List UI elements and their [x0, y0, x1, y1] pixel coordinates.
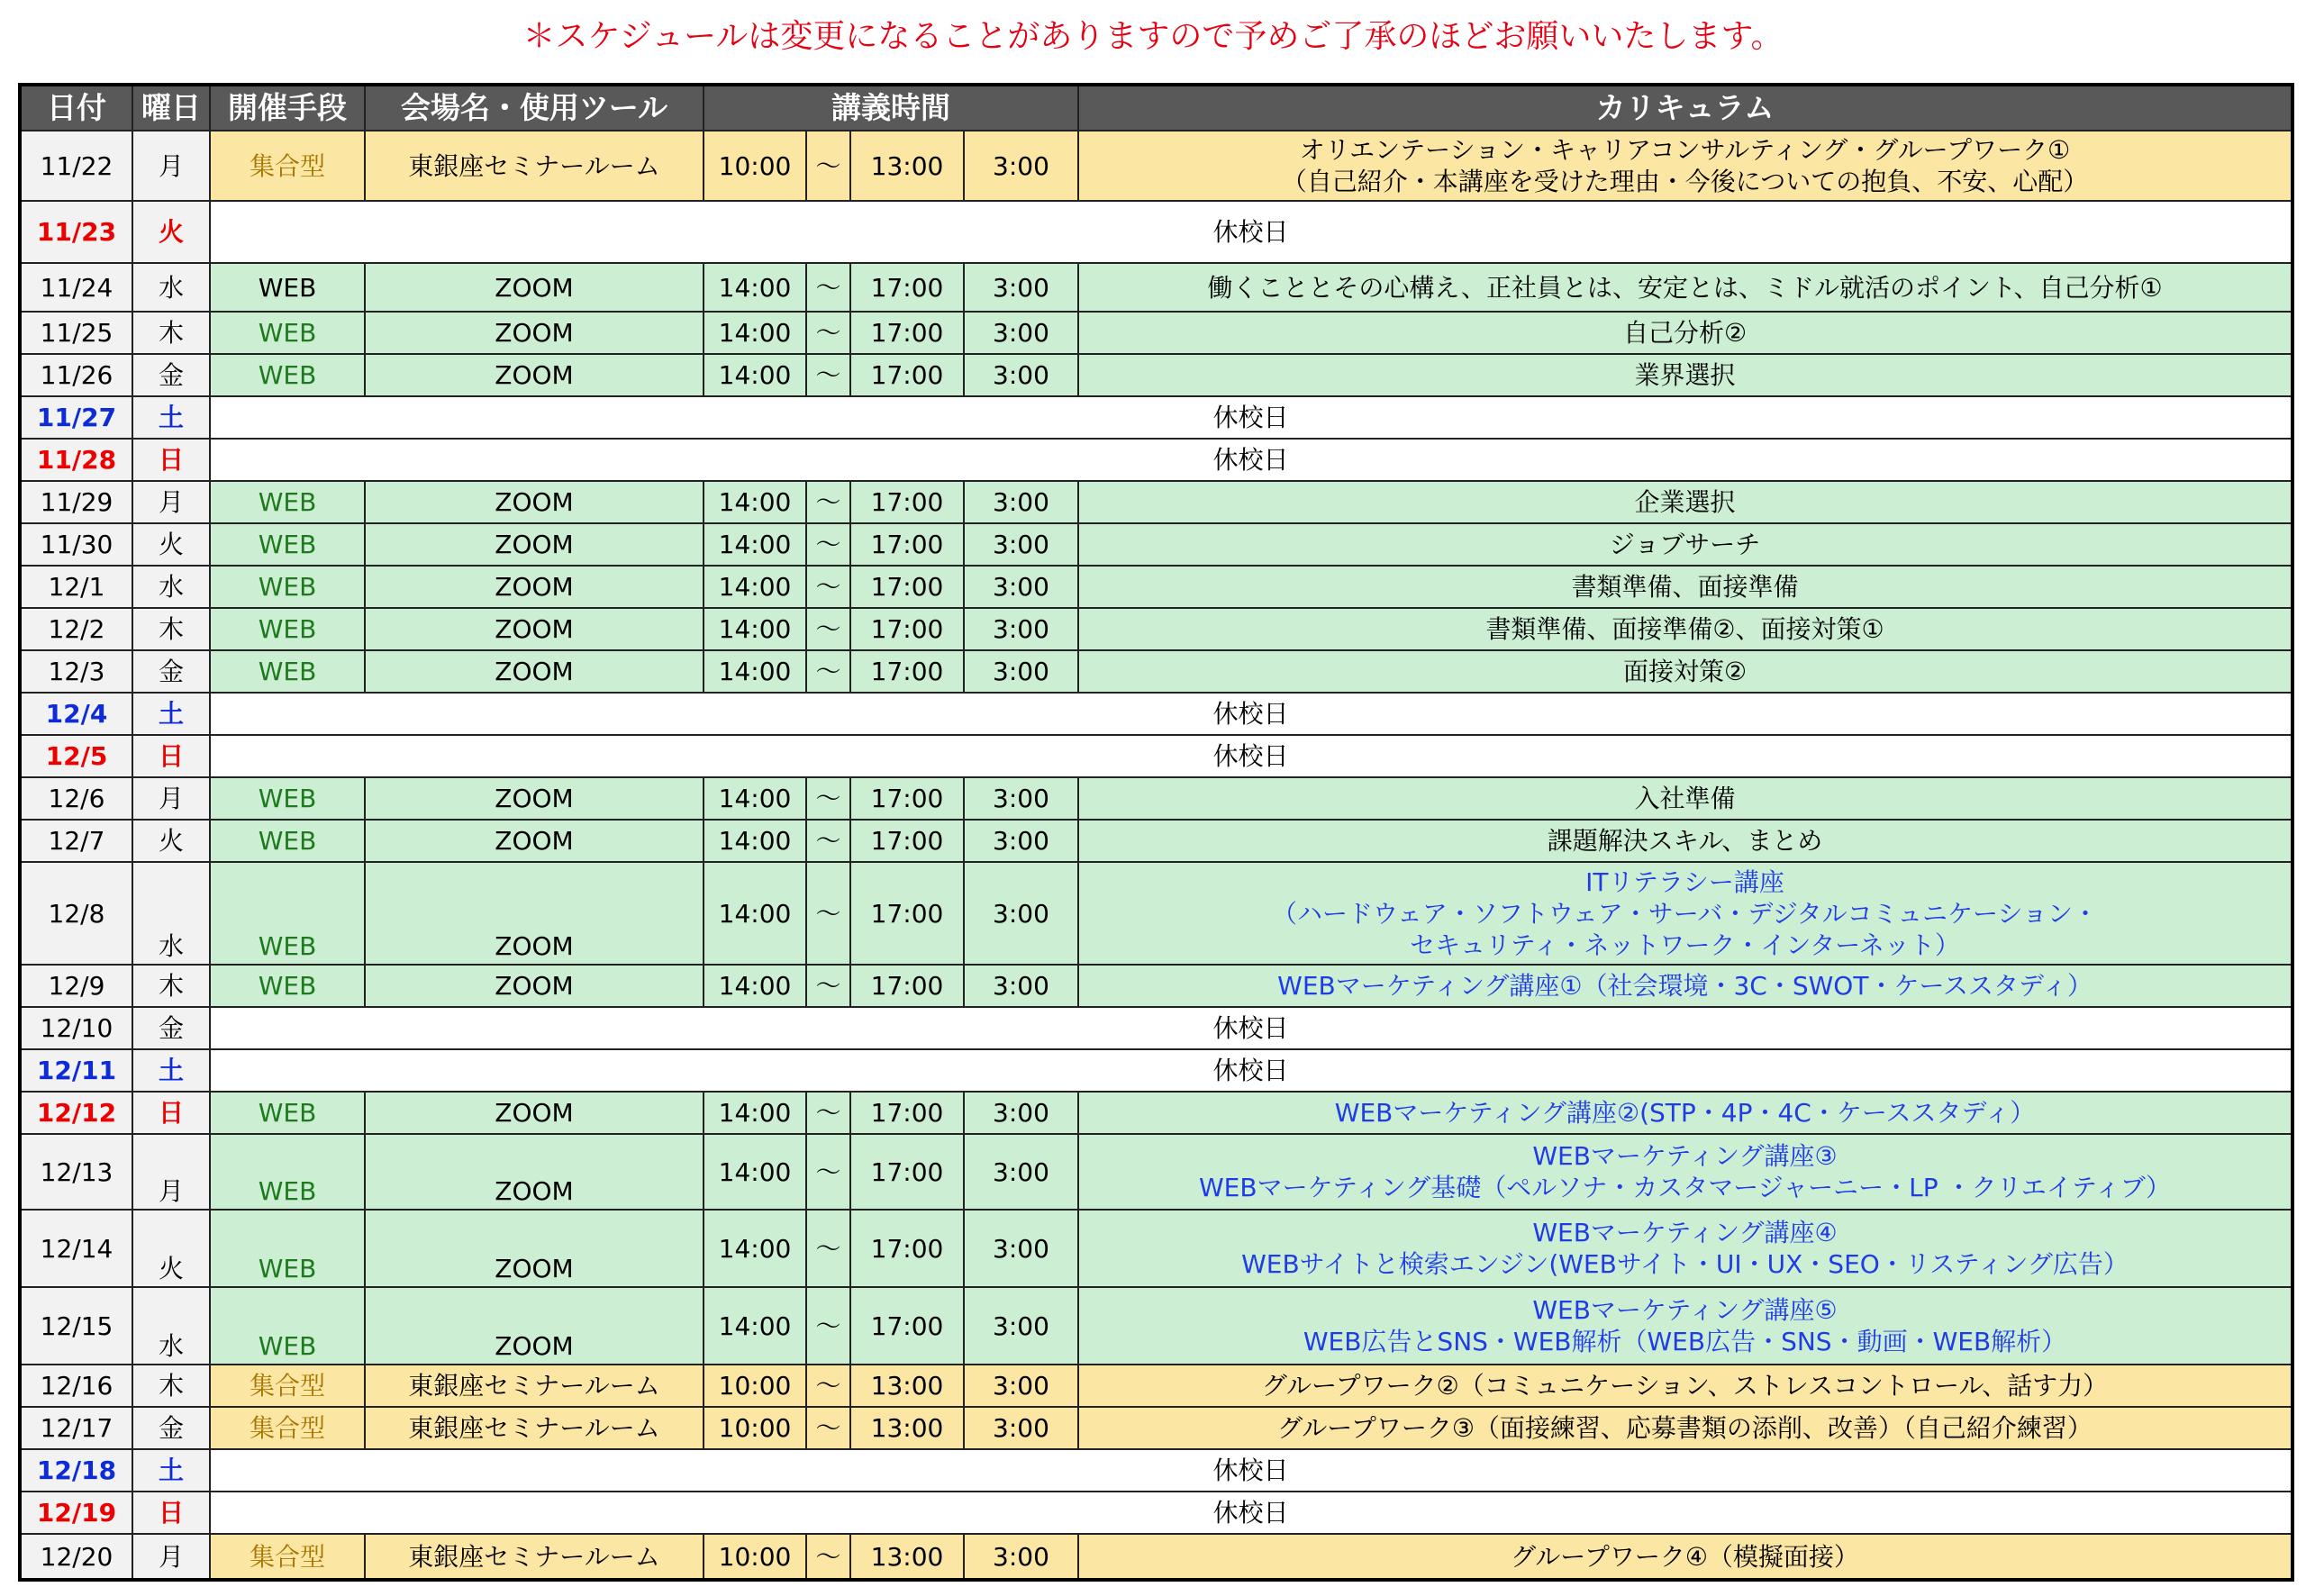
date-cell: 12/2: [20, 608, 132, 650]
end-time-cell: 13:00: [850, 1365, 964, 1407]
time-separator: ～: [806, 862, 850, 965]
class-row: [20, 1534, 2292, 1580]
time-separator: ～: [806, 1092, 850, 1134]
date-cell: 12/19: [20, 1492, 132, 1534]
duration-cell: 3:00: [964, 1092, 1078, 1134]
curriculum-cell: [1078, 1534, 2292, 1580]
date-cell: 12/10: [20, 1007, 132, 1049]
time-separator: ～: [806, 1365, 850, 1407]
curriculum-line: WEBマーケティング講座①（社会環境・3C・SWOT・ケーススタディ）: [1277, 971, 2093, 1001]
start-time-cell: 10:00: [704, 1534, 806, 1580]
class-row: [20, 862, 2292, 965]
class-row: [20, 312, 2292, 354]
time-separator: ～: [806, 820, 850, 862]
date-cell: 12/4: [20, 693, 132, 735]
end-time-cell: 17:00: [850, 777, 964, 820]
start-time-cell: 14:00: [704, 820, 806, 862]
curriculum-cell: [1078, 1407, 2292, 1449]
duration-cell: 3:00: [964, 354, 1078, 396]
weekday-cell: 木: [132, 965, 210, 1007]
header-method: 開催手段: [210, 85, 365, 131]
weekday-cell: 火: [132, 1210, 210, 1287]
curriculum-line: グループワーク③（面接練習、応募書類の添削、改善）（自己紹介練習）: [1277, 1413, 2093, 1443]
curriculum-line: グループワーク②（コミュニケーション、ストレスコントロール、話す力）: [1261, 1371, 2109, 1401]
holiday-label: 休校日: [210, 1049, 2292, 1092]
start-time-cell: 14:00: [704, 566, 806, 608]
duration-cell: 3:00: [964, 650, 1078, 693]
start-time-cell: 14:00: [704, 608, 806, 650]
weekday-cell: 火: [132, 201, 210, 263]
start-time-cell: 14:00: [704, 354, 806, 396]
time-separator: ～: [806, 131, 850, 201]
duration-cell: 3:00: [964, 312, 1078, 354]
curriculum-line: WEBマーケティング基礎（ペルソナ・カスタマージャーニー・LP ・クリエイティブ）: [1199, 1173, 2171, 1202]
date-cell: 12/16: [20, 1365, 132, 1407]
start-time-cell: 14:00: [704, 481, 806, 523]
curriculum-line: （ハードウェア・ソフトウェア・サーバ・デジタルコミュニケーション・: [1271, 898, 2098, 929]
holiday-label: 休校日: [210, 1007, 2292, 1049]
date-cell: 12/1: [20, 566, 132, 608]
time-separator: ～: [806, 263, 850, 312]
holiday-row: [20, 1007, 2292, 1049]
venue-cell: ZOOM: [365, 608, 704, 650]
method-cell: WEB: [210, 312, 365, 354]
curriculum-line: WEBマーケティング講座②(STP・4P・4C・ケーススタディ）: [1334, 1098, 2036, 1128]
venue-cell: ZOOM: [365, 312, 704, 354]
weekday-cell: 日: [132, 439, 210, 481]
curriculum-line: セキュリティ・ネットワーク・インターネット）: [1410, 929, 1960, 960]
weekday-cell: 土: [132, 1449, 210, 1492]
class-row: [20, 523, 2292, 566]
time-separator: ～: [806, 608, 850, 650]
method-cell: WEB: [210, 354, 365, 396]
time-separator: ～: [806, 354, 850, 396]
schedule-notice: ＊スケジュールは変更になることがありますので予めご了承のほどお願いいたします。: [522, 18, 1784, 55]
end-time-cell: 17:00: [850, 650, 964, 693]
curriculum-cell: [1078, 566, 2292, 608]
time-separator: ～: [806, 566, 850, 608]
curriculum-line: 自己分析②: [1622, 318, 1748, 348]
duration-cell: 3:00: [964, 566, 1078, 608]
start-time-cell: 14:00: [704, 312, 806, 354]
weekday-cell: 日: [132, 1492, 210, 1534]
header-curriculum: カリキュラム: [1078, 85, 2292, 131]
weekday-cell: 木: [132, 312, 210, 354]
time-separator: ～: [806, 523, 850, 566]
curriculum-cell: [1078, 354, 2292, 396]
venue-cell: ZOOM: [365, 1287, 704, 1365]
class-row: [20, 608, 2292, 650]
end-time-cell: 17:00: [850, 312, 964, 354]
duration-cell: 3:00: [964, 862, 1078, 965]
venue-cell: ZOOM: [365, 523, 704, 566]
curriculum-cell: [1078, 1210, 2292, 1287]
venue-cell: ZOOM: [365, 820, 704, 862]
header-venue: 会場名・使用ツール: [365, 85, 704, 131]
holiday-row: [20, 693, 2292, 735]
curriculum-line: 書類準備、面接準備: [1571, 572, 1799, 602]
start-time-cell: 14:00: [704, 1092, 806, 1134]
start-time-cell: 14:00: [704, 1287, 806, 1365]
end-time-cell: 17:00: [850, 523, 964, 566]
method-cell: WEB: [210, 263, 365, 312]
holiday-row: [20, 201, 2292, 263]
date-cell: 11/23: [20, 201, 132, 263]
end-time-cell: 17:00: [850, 354, 964, 396]
weekday-cell: 金: [132, 1407, 210, 1449]
venue-cell: ZOOM: [365, 777, 704, 820]
curriculum-line: （自己紹介・本講座を受けた理由・今後についての抱負、不安、心配）: [1281, 167, 2089, 196]
holiday-label: 休校日: [210, 735, 2292, 777]
weekday-cell: 金: [132, 1007, 210, 1049]
method-cell: WEB: [210, 566, 365, 608]
start-time-cell: 14:00: [704, 650, 806, 693]
end-time-cell: 17:00: [850, 1287, 964, 1365]
duration-cell: 3:00: [964, 1407, 1078, 1449]
venue-cell: ZOOM: [365, 1092, 704, 1134]
class-row: [20, 263, 2292, 312]
date-cell: 12/18: [20, 1449, 132, 1492]
time-separator: ～: [806, 481, 850, 523]
curriculum-line: 業界選択: [1634, 360, 1736, 390]
date-cell: 12/3: [20, 650, 132, 693]
method-cell: WEB: [210, 1287, 365, 1365]
weekday-cell: 水: [132, 263, 210, 312]
holiday-row: [20, 1049, 2292, 1092]
end-time-cell: 17:00: [850, 566, 964, 608]
duration-cell: 3:00: [964, 1365, 1078, 1407]
weekday-cell: 日: [132, 735, 210, 777]
duration-cell: 3:00: [964, 820, 1078, 862]
date-cell: 12/12: [20, 1092, 132, 1134]
duration-cell: 3:00: [964, 263, 1078, 312]
date-cell: 11/28: [20, 439, 132, 481]
header-weekday: 曜日: [132, 85, 210, 131]
duration-cell: 3:00: [964, 523, 1078, 566]
weekday-cell: 月: [132, 777, 210, 820]
end-time-cell: 17:00: [850, 862, 964, 965]
date-cell: 11/22: [20, 131, 132, 201]
duration-cell: 3:00: [964, 777, 1078, 820]
curriculum-line: WEBマーケティング講座③: [1532, 1141, 1838, 1171]
date-cell: 12/7: [20, 820, 132, 862]
method-cell: WEB: [210, 862, 365, 965]
end-time-cell: 17:00: [850, 1134, 964, 1210]
time-separator: ～: [806, 965, 850, 1007]
date-cell: 12/9: [20, 965, 132, 1007]
date-cell: 12/14: [20, 1210, 132, 1287]
curriculum-line: 課題解決スキル、まとめ: [1547, 826, 1823, 856]
curriculum-line: 働くこととその心構え、正社員とは、安定とは、ミドル就活のポイント、自己分析①: [1207, 272, 2163, 303]
date-cell: 12/11: [20, 1049, 132, 1092]
schedule-body: [20, 131, 2292, 1580]
curriculum-cell: [1078, 608, 2292, 650]
curriculum-cell: [1078, 312, 2292, 354]
method-cell: WEB: [210, 1210, 365, 1287]
holiday-label: 休校日: [210, 693, 2292, 735]
class-row: [20, 1407, 2292, 1449]
holiday-row: [20, 735, 2292, 777]
method-cell: WEB: [210, 608, 365, 650]
weekday-cell: 木: [132, 608, 210, 650]
venue-cell: ZOOM: [365, 481, 704, 523]
method-cell: 集合型: [210, 1407, 365, 1449]
venue-cell: ZOOM: [365, 650, 704, 693]
end-time-cell: 17:00: [850, 820, 964, 862]
duration-cell: 3:00: [964, 1134, 1078, 1210]
header-row: [20, 85, 2292, 131]
duration-cell: 3:00: [964, 1287, 1078, 1365]
duration-cell: 3:00: [964, 608, 1078, 650]
curriculum-line: ITリテラシー講座: [1585, 866, 1784, 897]
method-cell: WEB: [210, 965, 365, 1007]
weekday-cell: 金: [132, 354, 210, 396]
date-cell: 12/13: [20, 1134, 132, 1210]
holiday-label: 休校日: [210, 1492, 2292, 1534]
venue-cell: 東銀座セミナールーム: [365, 1407, 704, 1449]
holiday-label: 休校日: [210, 1449, 2292, 1492]
class-row: [20, 1210, 2292, 1287]
date-cell: 12/15: [20, 1287, 132, 1365]
class-row: [20, 1287, 2292, 1365]
holiday-label: 休校日: [210, 439, 2292, 481]
weekday-cell: 土: [132, 1049, 210, 1092]
class-row: [20, 820, 2292, 862]
curriculum-cell: [1078, 1134, 2292, 1210]
class-row: [20, 481, 2292, 523]
class-row: [20, 354, 2292, 396]
end-time-cell: 13:00: [850, 1407, 964, 1449]
curriculum-cell: [1078, 820, 2292, 862]
method-cell: WEB: [210, 820, 365, 862]
curriculum-line: WEBマーケティング講座④: [1532, 1218, 1838, 1247]
time-separator: ～: [806, 1134, 850, 1210]
weekday-cell: 木: [132, 1365, 210, 1407]
method-cell: WEB: [210, 523, 365, 566]
date-cell: 12/17: [20, 1407, 132, 1449]
venue-cell: ZOOM: [365, 354, 704, 396]
curriculum-cell: [1078, 131, 2292, 201]
weekday-cell: 月: [132, 1134, 210, 1210]
venue-cell: 東銀座セミナールーム: [365, 1534, 704, 1580]
method-cell: WEB: [210, 650, 365, 693]
date-cell: 11/26: [20, 354, 132, 396]
start-time-cell: 10:00: [704, 1407, 806, 1449]
time-separator: ～: [806, 1534, 850, 1580]
date-cell: 11/25: [20, 312, 132, 354]
holiday-row: [20, 1449, 2292, 1492]
curriculum-cell: [1078, 1287, 2292, 1365]
weekday-cell: 水: [132, 566, 210, 608]
date-cell: 11/24: [20, 263, 132, 312]
method-cell: WEB: [210, 1134, 365, 1210]
weekday-cell: 日: [132, 1092, 210, 1134]
curriculum-cell: [1078, 862, 2292, 965]
curriculum-line: ジョブサーチ: [1609, 530, 1761, 559]
date-cell: 11/30: [20, 523, 132, 566]
duration-cell: 3:00: [964, 1534, 1078, 1580]
weekday-cell: 月: [132, 131, 210, 201]
header-time: 講義時間: [704, 85, 1078, 131]
weekday-cell: 土: [132, 693, 210, 735]
start-time-cell: 10:00: [704, 1365, 806, 1407]
date-cell: 12/8: [20, 862, 132, 965]
date-cell: 12/5: [20, 735, 132, 777]
start-time-cell: 14:00: [704, 862, 806, 965]
curriculum-cell: [1078, 1092, 2292, 1134]
venue-cell: ZOOM: [365, 862, 704, 965]
holiday-row: [20, 396, 2292, 439]
duration-cell: 3:00: [964, 481, 1078, 523]
weekday-cell: 金: [132, 650, 210, 693]
curriculum-line: グループワーク④（模擬面接）: [1511, 1541, 1859, 1572]
curriculum-line: 入社準備: [1634, 784, 1736, 813]
time-separator: ～: [806, 312, 850, 354]
venue-cell: ZOOM: [365, 965, 704, 1007]
start-time-cell: 10:00: [704, 131, 806, 201]
end-time-cell: 17:00: [850, 608, 964, 650]
start-time-cell: 14:00: [704, 1134, 806, 1210]
class-row: [20, 1365, 2292, 1407]
class-row: [20, 566, 2292, 608]
curriculum-cell: [1078, 1365, 2292, 1407]
holiday-label: 休校日: [210, 396, 2292, 439]
class-row: [20, 965, 2292, 1007]
curriculum-cell: [1078, 965, 2292, 1007]
duration-cell: 3:00: [964, 131, 1078, 201]
time-separator: ～: [806, 777, 850, 820]
curriculum-cell: [1078, 777, 2292, 820]
weekday-cell: 月: [132, 1534, 210, 1580]
curriculum-line: WEB広告とSNS・WEB解析（WEB広告・SNS・動画・WEB解析）: [1303, 1327, 2067, 1356]
venue-cell: ZOOM: [365, 1134, 704, 1210]
end-time-cell: 17:00: [850, 1092, 964, 1134]
date-cell: 12/6: [20, 777, 132, 820]
curriculum-cell: [1078, 263, 2292, 312]
time-separator: ～: [806, 1407, 850, 1449]
weekday-cell: 土: [132, 396, 210, 439]
method-cell: WEB: [210, 1092, 365, 1134]
venue-cell: ZOOM: [365, 1210, 704, 1287]
method-cell: WEB: [210, 481, 365, 523]
header-date: 日付: [20, 85, 132, 131]
venue-cell: 東銀座セミナールーム: [365, 131, 704, 201]
start-time-cell: 14:00: [704, 1210, 806, 1287]
curriculum-cell: [1078, 481, 2292, 523]
duration-cell: 3:00: [964, 965, 1078, 1007]
curriculum-line: WEBマーケティング講座⑤: [1532, 1295, 1838, 1325]
method-cell: 集合型: [210, 131, 365, 201]
method-cell: 集合型: [210, 1534, 365, 1580]
end-time-cell: 17:00: [850, 965, 964, 1007]
class-row: [20, 131, 2292, 201]
holiday-label: 休校日: [210, 201, 2292, 263]
end-time-cell: 17:00: [850, 1210, 964, 1287]
curriculum-cell: [1078, 523, 2292, 566]
venue-cell: 東銀座セミナールーム: [365, 1365, 704, 1407]
class-row: [20, 650, 2292, 693]
end-time-cell: 13:00: [850, 131, 964, 201]
class-row: [20, 1092, 2292, 1134]
curriculum-cell: [1078, 650, 2292, 693]
class-row: [20, 777, 2292, 820]
weekday-cell: 火: [132, 523, 210, 566]
end-time-cell: 13:00: [850, 1534, 964, 1580]
start-time-cell: 14:00: [704, 263, 806, 312]
date-cell: 12/20: [20, 1534, 132, 1580]
method-cell: WEB: [210, 777, 365, 820]
method-cell: 集合型: [210, 1365, 365, 1407]
start-time-cell: 14:00: [704, 965, 806, 1007]
schedule-table: [18, 83, 2294, 1582]
curriculum-line: 書類準備、面接準備②、面接対策①: [1485, 614, 1884, 644]
holiday-row: [20, 439, 2292, 481]
end-time-cell: 17:00: [850, 481, 964, 523]
date-cell: 11/29: [20, 481, 132, 523]
venue-cell: ZOOM: [365, 566, 704, 608]
curriculum-line: 企業選択: [1634, 487, 1736, 517]
venue-cell: ZOOM: [365, 263, 704, 312]
time-separator: ～: [806, 1210, 850, 1287]
weekday-cell: 水: [132, 862, 210, 965]
curriculum-line: 面接対策②: [1622, 657, 1748, 686]
date-cell: 11/27: [20, 396, 132, 439]
weekday-cell: 水: [132, 1287, 210, 1365]
weekday-cell: 火: [132, 820, 210, 862]
duration-cell: 3:00: [964, 1210, 1078, 1287]
table-header: [20, 85, 2292, 131]
start-time-cell: 14:00: [704, 777, 806, 820]
time-separator: ～: [806, 650, 850, 693]
weekday-cell: 月: [132, 481, 210, 523]
start-time-cell: 14:00: [704, 523, 806, 566]
end-time-cell: 17:00: [850, 263, 964, 312]
time-separator: ～: [806, 1287, 850, 1365]
class-row: [20, 1134, 2292, 1210]
curriculum-line: オリエンテーション・キャリアコンサルティング・グループワーク①: [1299, 135, 2071, 165]
curriculum-line: WEBサイトと検索エンジン(WEBサイト・UI・UX・SEO・リスティング広告）: [1241, 1249, 2129, 1279]
holiday-row: [20, 1492, 2292, 1534]
